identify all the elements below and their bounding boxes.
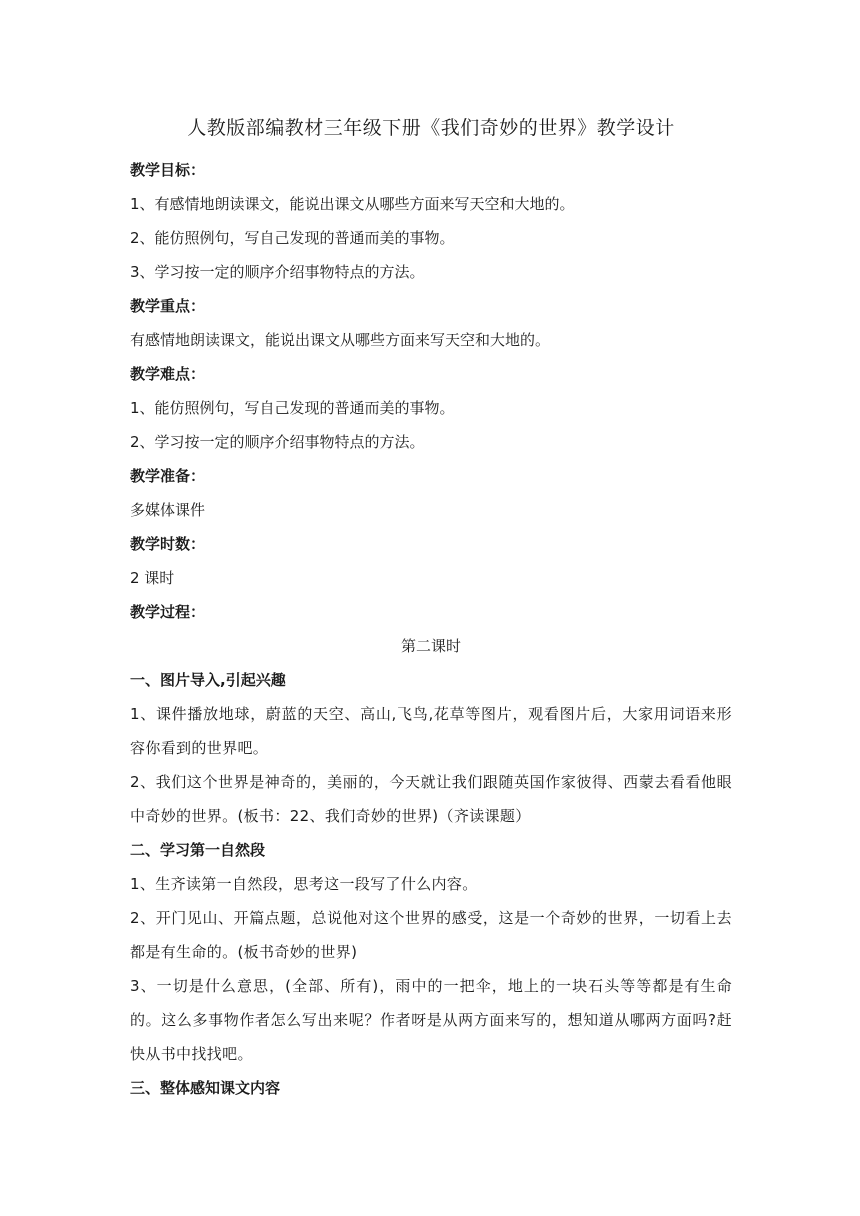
lesson-label: 第二课时 <box>400 637 461 655</box>
objective-item: 2、能仿照例句，写自己发现的普通而美的事物。 <box>130 229 455 247</box>
document-title: 人教版部编教材三年级下册《我们奇妙的世界》教学设计 <box>187 117 675 139</box>
key-points-heading: 教学重点： <box>130 297 206 315</box>
section-2-item: 2、开门见山、开篇点题，总说他对这个世界的感受，这是一个奇妙的世界，一切看上去都是有生命的。(板书奇妙的世界) <box>130 909 732 961</box>
preparation-heading: 教学准备： <box>130 467 206 485</box>
section-1-item: 2、我们这个世界是神奇的，美丽的，今天就让我们跟随英国作家彼得、西蒙去看看他眼中奇妙的世界。(板书：22、我们奇妙的世界)（齐读课题） <box>130 773 732 825</box>
objective-item: 1、有感情地朗读课文，能说出课文从哪些方面来写天空和大地的。 <box>130 195 575 213</box>
process-heading: 教学过程： <box>130 603 206 621</box>
section-2-item: 1、生齐读第一自然段，思考这一段写了什么内容。 <box>130 875 478 893</box>
section-2-heading: 二、学习第一自然段 <box>130 841 266 859</box>
section-1-heading: 一、图片导入,引起兴趣 <box>130 671 286 689</box>
difficulty-item: 1、能仿照例句，写自己发现的普通而美的事物。 <box>130 399 455 417</box>
key-points-text: 有感情地朗读课文，能说出课文从哪些方面来写天空和大地的。 <box>130 331 551 349</box>
preparation-text: 多媒体课件 <box>130 501 206 519</box>
hours-heading: 教学时数： <box>130 535 206 553</box>
section-3-heading: 三、整体感知课文内容 <box>130 1079 281 1097</box>
difficulty-item: 2、学习按一定的顺序介绍事物特点的方法。 <box>130 433 425 451</box>
hours-text: 2 课时 <box>130 569 175 587</box>
objectives-heading: 教学目标： <box>130 161 206 179</box>
section-2-item: 3、一切是什么意思，(全部、所有)，雨中的一把伞，地上的一块石头等等都是有生命的。这么多事物作者怎么写出来呢？作者呀是从两方面来写的，想知道从哪两方面吗?赶快从书中找找吧。 <box>130 977 732 1063</box>
section-1-item: 1、课件播放地球，蔚蓝的天空、高山,飞鸟,花草等图片，观看图片后，大家用词语来形容你看到的世界吧。 <box>130 705 732 757</box>
objective-item: 3、学习按一定的顺序介绍事物特点的方法。 <box>130 263 425 281</box>
difficulties-heading: 教学难点： <box>130 365 206 383</box>
